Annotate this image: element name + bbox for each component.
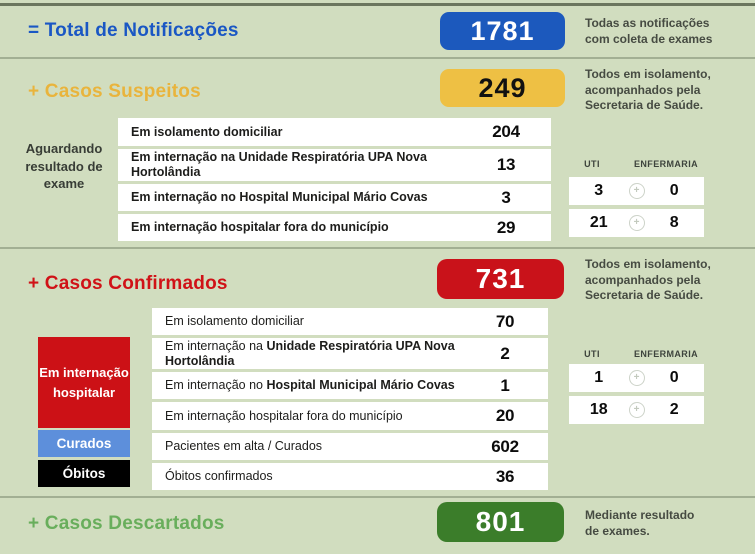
side-label-aguardando: Aguardando resultado de exame	[25, 141, 103, 192]
table-row	[118, 184, 551, 211]
uti-enfermaria-box	[569, 364, 704, 392]
uti-header: UTI	[584, 349, 600, 359]
section-note-confirmados	[585, 257, 711, 304]
row-label: Em isolamento domiciliar	[131, 124, 283, 139]
table-row	[118, 118, 551, 146]
note-line: Todas as notificações	[585, 16, 710, 30]
section-casos-suspeitos	[0, 57, 755, 247]
row-label: Em internação na Unidade Respiratória UPA Nova Hortolândia	[131, 150, 427, 179]
uti-value: 21	[589, 214, 608, 231]
section-casos-confirmados	[0, 247, 755, 496]
section-heading-total: = Total de Notificações	[28, 20, 239, 41]
section-heading-confirmados: + Casos Confirmados	[28, 273, 228, 294]
descartados-value-badge	[437, 502, 564, 542]
row-label: Em isolamento domiciliar	[165, 314, 304, 328]
row-value: 602	[491, 436, 519, 456]
uti-enfermaria-box	[569, 177, 704, 205]
note-line: Secretaria de Saúde.	[585, 98, 704, 113]
table-row	[152, 338, 548, 369]
section-note-total	[585, 16, 712, 47]
note-line: Mediante resultado	[585, 508, 695, 522]
row-value: 204	[492, 122, 520, 141]
enfermaria-header: ENFERMARIA	[634, 159, 698, 169]
row-value: 29	[496, 217, 516, 237]
section-heading-descartados: + Casos Descartados	[28, 513, 225, 534]
enfermaria-header: ENFERMARIA	[634, 349, 698, 359]
row-label: Em internação na Unidade Respiratória UPA Nova Hortolândia	[165, 338, 455, 368]
plus-icon: +	[629, 183, 645, 199]
table-row	[152, 433, 548, 460]
row-value: 36	[495, 466, 515, 486]
plus-icon: +	[629, 370, 645, 386]
row-label: Óbitos confirmados	[165, 469, 273, 483]
table-row	[152, 308, 548, 335]
enfermaria-value: 0	[669, 182, 679, 199]
row-label: Pacientes em alta / Curados	[165, 439, 323, 453]
enfermaria-value: 2	[669, 401, 679, 418]
table-row	[152, 372, 548, 399]
note-line: Todos em isolamento,	[585, 67, 711, 81]
uti-enfermaria-box	[569, 396, 704, 424]
note-line: acompanhados pela	[585, 82, 701, 97]
badge-value: 1781	[470, 15, 535, 46]
enfermaria-value: 0	[669, 369, 679, 386]
note-line: Todos em isolamento,	[585, 257, 711, 271]
row-label: Em internação no Hospital Municipal Mário Covas	[165, 378, 455, 392]
row-value: 1	[500, 375, 510, 395]
badge-value: 249	[478, 72, 527, 103]
table-row	[118, 149, 551, 181]
row-value: 2	[500, 343, 510, 363]
section-total-notificacoes	[0, 3, 755, 57]
row-label: Em internação hospitalar fora do município	[165, 408, 403, 423]
plus-icon: +	[629, 215, 645, 231]
row-value: 70	[495, 311, 515, 331]
table-row	[152, 402, 548, 430]
note-line: de exames.	[585, 523, 650, 538]
uti-value: 3	[594, 182, 604, 199]
badge-value: 731	[475, 263, 526, 294]
table-row	[152, 463, 548, 490]
uti-header: UTI	[584, 159, 600, 169]
row-value: 3	[501, 187, 511, 207]
row-value: 20	[495, 406, 515, 425]
total-value-badge	[440, 12, 565, 50]
note-line: acompanhados pela	[585, 272, 701, 287]
confirmados-value-badge	[437, 259, 564, 299]
badge-value: 801	[475, 506, 526, 537]
uti-enfermaria-box	[569, 209, 704, 237]
note-line: com coleta de exames	[585, 31, 713, 46]
section-casos-descartados	[0, 496, 755, 549]
uti-value: 18	[589, 401, 608, 418]
plus-icon: +	[629, 402, 645, 418]
section-note-descartados	[585, 508, 694, 539]
row-value: 13	[496, 155, 516, 174]
section-heading-suspeitos: + Casos Suspeitos	[28, 81, 201, 102]
section-note-suspeitos	[585, 67, 711, 114]
uti-value: 1	[594, 369, 604, 386]
enfermaria-value: 8	[669, 214, 679, 231]
row-label: Em internação no Hospital Municipal Mário Covas	[131, 190, 428, 204]
legend-box-curados: Curados	[38, 430, 130, 457]
note-line: Secretaria de Saúde.	[585, 288, 704, 303]
table-row	[118, 214, 551, 241]
legend-box-internacao: Em internação hospitalar	[38, 337, 130, 428]
row-label: Em internação hospitalar fora do município	[131, 220, 389, 234]
suspeitos-value-badge	[440, 69, 565, 107]
legend-box-obitos: Óbitos	[38, 460, 130, 487]
